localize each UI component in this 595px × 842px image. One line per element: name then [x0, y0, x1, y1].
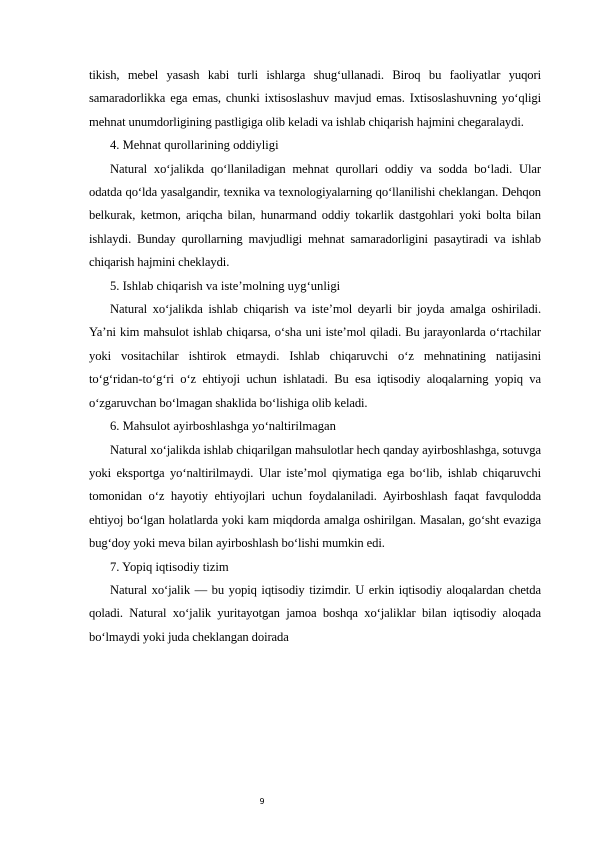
document-page — [89, 64, 541, 649]
section-heading-7: 7. Yopiq iqtisodiy tizim — [110, 559, 229, 574]
paragraph-section-6: Natural xo‘jalikda ishlab chiqarilgan mahsulotlar hech qanday ayirboshlashga, sotuvga yoki eksportga yo‘naltirilmaydi. Ular iste’mol qiymatiga ega bo‘lib, ishlab chiqaruvchi tomonidan o‘z hayotiy ehtiyojlari uchun foydalaniladi. Ayirboshlash faqat favqulodda ehtiyoj bo‘lgan holatlarda yoki kam miqdorda amalga oshirilgan. Masalan, go‘sht evaziga bug‘doy yoki meva bilan ayirboshlash bo‘lishi mumkin edi. — [89, 442, 541, 551]
paragraph-section-5: Natural xo‘jalikda ishlab chiqarish va iste’mol deyarli bir joyda amalga oshiriladi. Ya’ni kim mahsulot ishlab chiqarsa, o‘sha uni iste’mol qiladi. Bu jarayonlarda o‘rtachilar yoki vositachilar ishtirok etmaydi. Ishlab chiqaruvchi o‘z mehnatining natijasini to‘g‘ridan-to‘g‘ri o‘z ehtiyoji uchun ishlatadi. Bu esa iqtisodiy aloqalarning yopiq va o‘zgaruvchan bo‘lmagan shaklida bo‘lishiga olib keladi. — [89, 302, 541, 410]
section-heading-5: 5. Ishlab chiqarish va iste’molning uyg‘unligi — [110, 278, 341, 293]
section-heading-4: 4. Mehnat qurollarining oddiyligi — [110, 138, 279, 153]
paragraph-section-4: Natural xo‘jalikda qo‘llaniladigan mehnat qurollari oddiy va sodda bo‘ladi. Ular odatda qo‘lda yasalgandir, texnika va texnologiyalarning qo‘llanilishi cheklangan. Dehqon belkurak, ketmon, ariqcha bilan, hunarmand oddiy tokarlik dastgohlari yoki bolta bilan ishlaydi. Bunday qurollarning mavjudligi mehnat samaradorligini pasaytiradi va ishlab chiqarish hajmini cheklaydi. — [89, 161, 541, 270]
paragraph-section-7: Natural xo‘jalik — bu yopiq iqtisodiy tizimdir. U erkin iqtisodiy aloqalardan chetda qoladi. Natural xo‘jalik yuritayotgan jamoa boshqa xo‘jaliklar bilan iqtisodiy aloqada bo‘lmaydi yoki juda cheklangan doirada — [89, 582, 541, 644]
paragraph-intro: tikish, mebel yasash kabi turli ishlarga shug‘ullanadi. Biroq bu faoliyatlar yuqori samaradorlikka ega emas, chunki ixtisoslashuv mavjud emas. Ixtisoslashuvning yo‘qligi mehnat unumdorligining pastligiga olib keladi va ishlab chiqarish hajmini chegaralaydi. — [89, 68, 541, 129]
page-number: 9 — [259, 797, 265, 806]
section-heading-6: 6. Mahsulot ayirboshlashga yo‘naltirilmagan — [110, 419, 336, 434]
